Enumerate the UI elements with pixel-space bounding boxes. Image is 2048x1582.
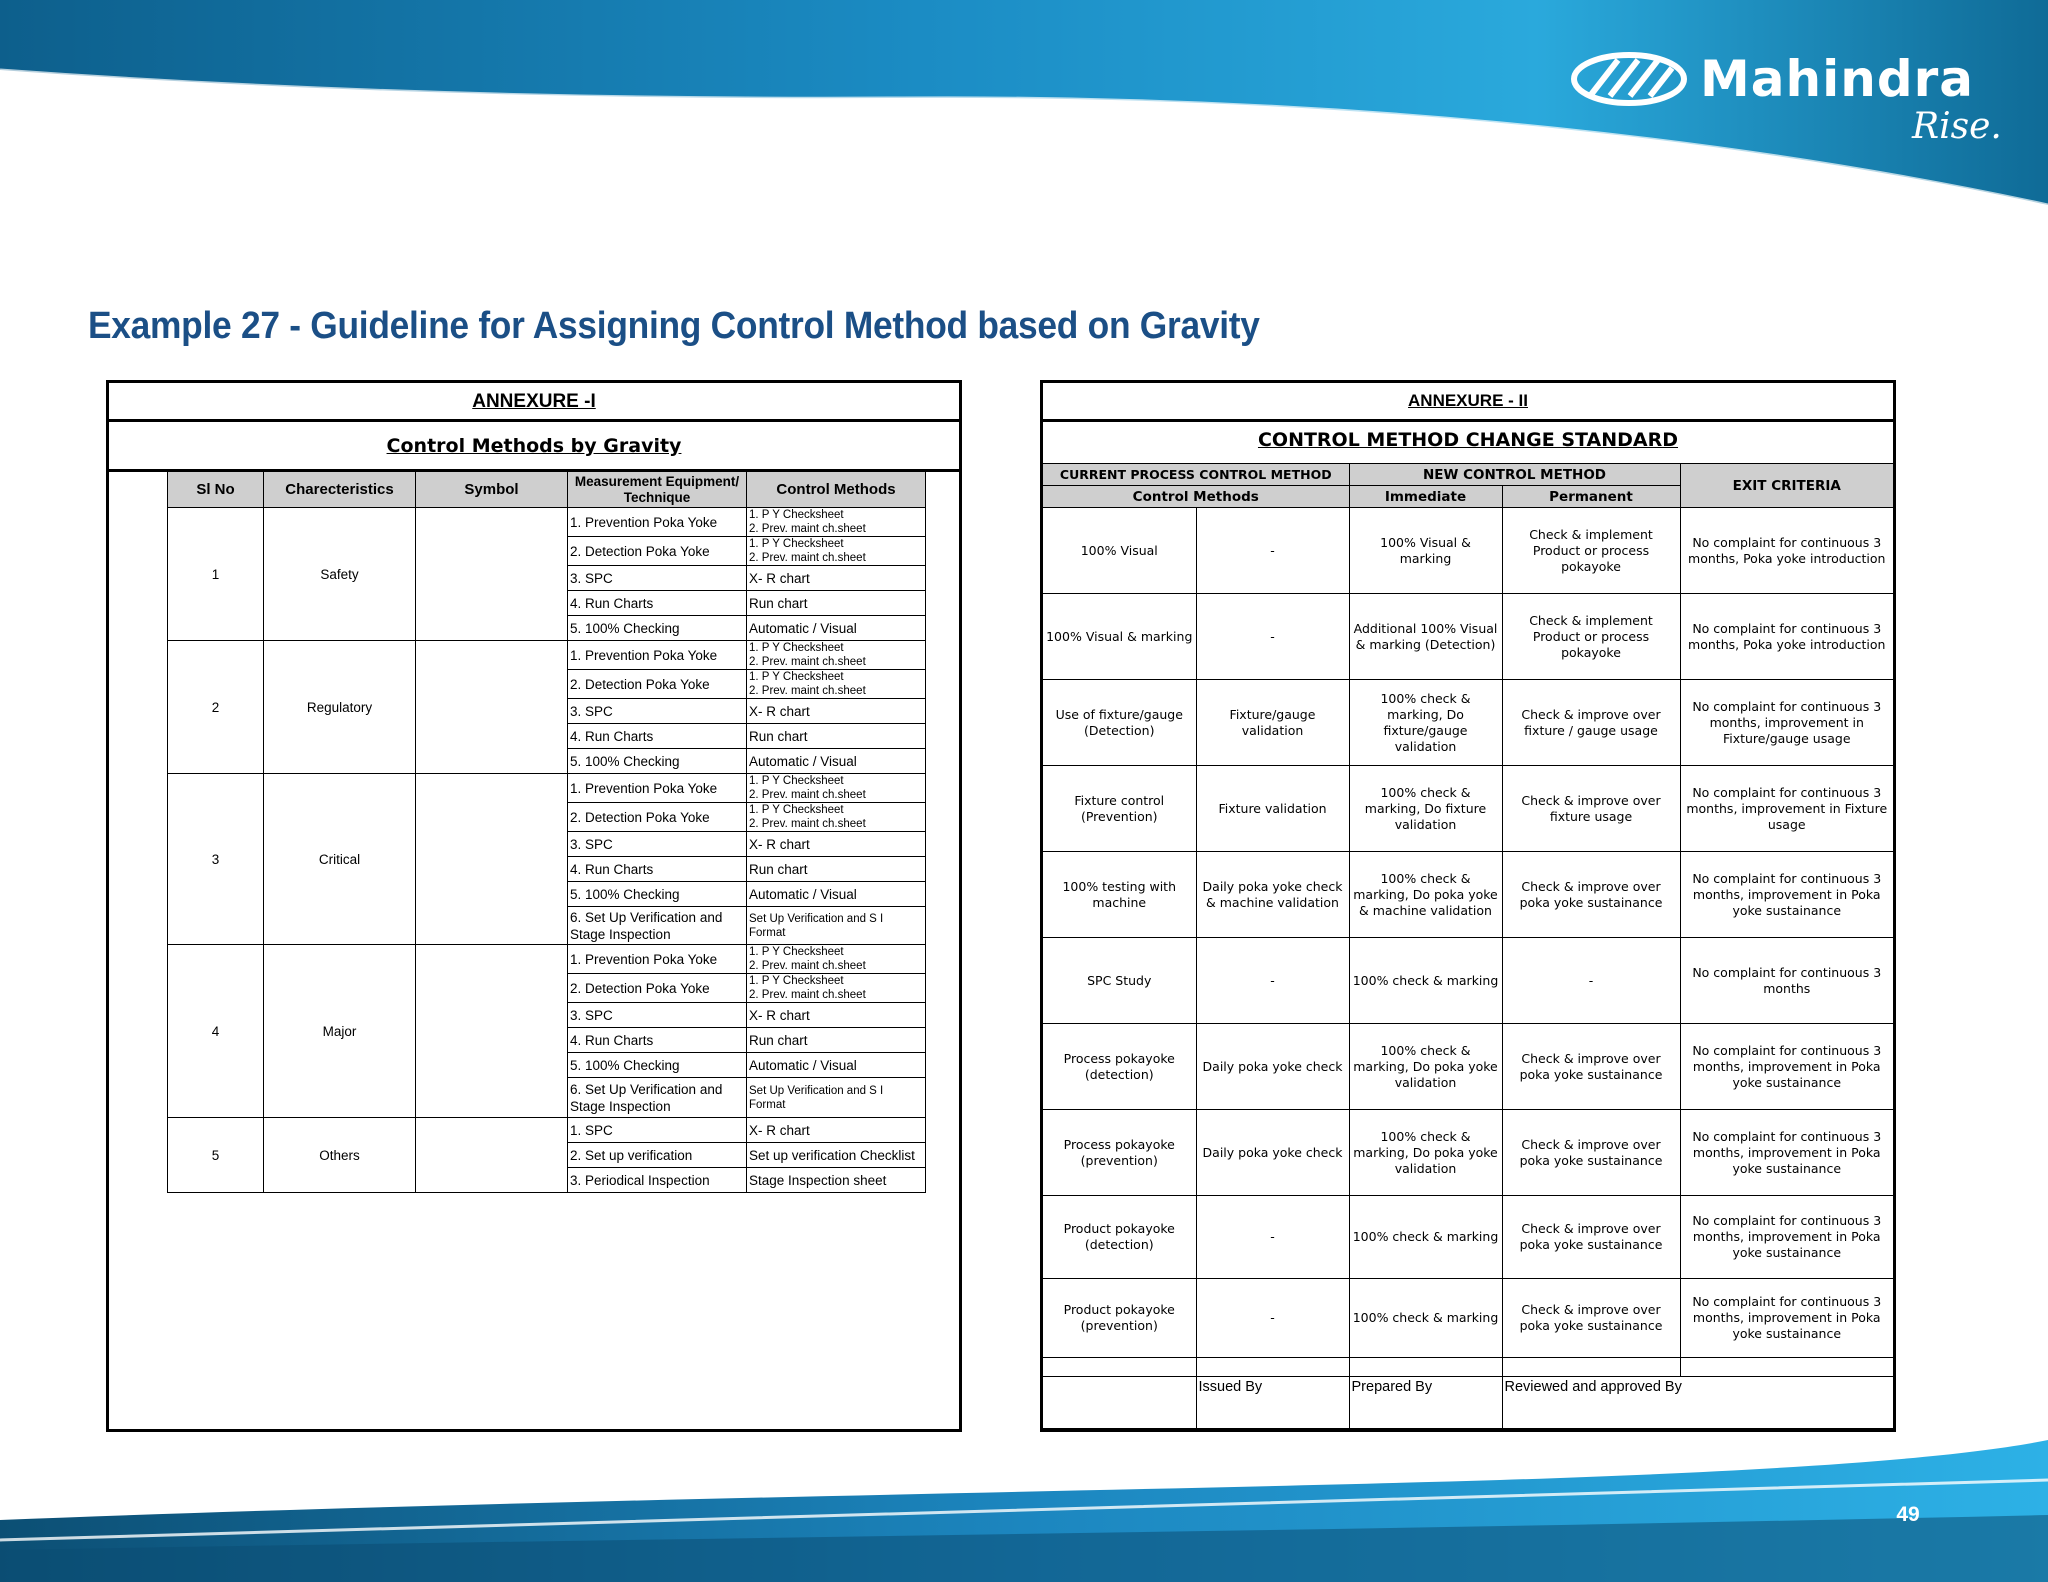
current-method-cell: Process pokayoke (prevention) — [1043, 1110, 1196, 1196]
annexure-1-title: ANNEXURE -I — [472, 391, 596, 412]
mahindra-logo — [1568, 46, 2008, 156]
symbol-cell — [416, 774, 568, 945]
technique-cell — [568, 749, 747, 774]
exit-criteria-cell: No complaint for continuous 3 months, improvement in Fixture usage — [1680, 766, 1893, 852]
control-method-cell — [747, 616, 926, 641]
control-method-cell — [747, 945, 926, 974]
annexure-1-subtitle: Control Methods by Gravity — [386, 435, 682, 457]
exit-criteria-cell: No complaint for continuous 3 months, improvement in Poka yoke sustainance — [1680, 1279, 1893, 1358]
permanent-cell: - — [1502, 938, 1680, 1024]
control-method-cell: - — [1196, 594, 1349, 680]
cell-line: Set up verification Checklist — [749, 1147, 915, 1163]
permanent-cell: Check & improve over poka yoke sustainance — [1502, 1196, 1680, 1279]
header-permanent: Permanent — [1502, 486, 1680, 508]
exit-criteria-cell: No complaint for continuous 3 months, improvement in Poka yoke sustainance — [1680, 1024, 1893, 1110]
header-new-control: NEW CONTROL METHOD — [1349, 464, 1680, 486]
table-row — [1043, 1110, 1893, 1196]
cell-line: Format — [749, 1098, 786, 1111]
cell-line: 3. SPC — [570, 1007, 613, 1023]
cell-line: 2. Prev. maint ch.sheet — [749, 656, 866, 668]
control-method-cell — [747, 1053, 926, 1078]
cell-line: Automatic / Visual — [749, 753, 857, 769]
cell-line: Automatic / Visual — [749, 886, 857, 902]
control-method-cell — [747, 1118, 926, 1143]
cell-line: Run chart — [749, 595, 808, 611]
technique-cell — [568, 832, 747, 857]
characteristic-cell: Critical — [264, 774, 416, 945]
cell-line: Stage Inspection — [570, 926, 671, 942]
cell-line: 3. Periodical Inspection — [570, 1172, 710, 1188]
cell-line: 2. Detection Poka Yoke — [570, 543, 710, 559]
cell-line: 5. 100% Checking — [570, 1057, 680, 1073]
cell-line: 1. P Y Checksheet — [749, 509, 844, 521]
table-row — [1043, 1196, 1893, 1279]
table-row — [168, 774, 926, 803]
cell-line: 2. Prev. maint ch.sheet — [749, 552, 866, 564]
cell-line: 2. Prev. maint ch.sheet — [749, 818, 866, 830]
control-method-cell — [747, 1078, 926, 1118]
technique-cell — [568, 1053, 747, 1078]
cell-line: 1. P Y Checksheet — [749, 946, 844, 958]
header-control-methods: Control Methods — [1043, 486, 1349, 508]
annexure-1-divider — [109, 419, 959, 422]
technique-cell — [568, 907, 747, 945]
control-method-cell — [747, 566, 926, 591]
technique-cell — [568, 1078, 747, 1118]
control-method-cell: Daily poka yoke check — [1196, 1110, 1349, 1196]
immediate-cell: 100% check & marking, Do fixture validation — [1349, 766, 1502, 852]
technique-cell — [568, 945, 747, 974]
exit-criteria-cell: No complaint for continuous 3 months, improvement in Poka yoke sustainance — [1680, 1110, 1893, 1196]
current-method-cell: Product pokayoke (detection) — [1043, 1196, 1196, 1279]
immediate-cell: 100% check & marking, Do poka yoke & machine validation — [1349, 852, 1502, 938]
symbol-cell — [416, 641, 568, 774]
control-method-cell: Daily poka yoke check & machine validation — [1196, 852, 1349, 938]
header-current-process: CURRENT PROCESS CONTROL METHOD — [1043, 464, 1349, 486]
prepared-by-cell: Prepared By — [1349, 1377, 1502, 1429]
table-row — [1043, 938, 1893, 1024]
cell-line: 5. 100% Checking — [570, 886, 680, 902]
permanent-cell: Check & improve over poka yoke sustainance — [1502, 1279, 1680, 1358]
control-method-cell: - — [1196, 508, 1349, 594]
control-method-cell — [747, 974, 926, 1003]
cell-line: Run chart — [749, 861, 808, 877]
table-row — [1043, 594, 1893, 680]
cell-line: X- R chart — [749, 570, 810, 586]
header-immediate: Immediate — [1349, 486, 1502, 508]
cell-line: Stage Inspection — [570, 1098, 671, 1114]
cell-line: 3. SPC — [570, 703, 613, 719]
sl-no-cell: 5 — [168, 1118, 264, 1193]
permanent-cell: Check & implement Product or process pokayoke — [1502, 508, 1680, 594]
cell-line: 5. 100% Checking — [570, 753, 680, 769]
header-control-methods: Control Methods — [747, 472, 926, 508]
control-method-cell — [747, 882, 926, 907]
table-row — [168, 641, 926, 670]
control-method-cell — [747, 832, 926, 857]
permanent-cell: Check & implement Product or process pokayoke — [1502, 594, 1680, 680]
cell-line: 4. Run Charts — [570, 861, 654, 877]
technique-cell — [568, 1003, 747, 1028]
table-row — [1043, 852, 1893, 938]
control-method-cell: - — [1196, 938, 1349, 1024]
control-method-cell: Fixture/gauge validation — [1196, 680, 1349, 766]
control-method-change-table — [1043, 463, 1893, 1429]
cell-line: 1. P Y Checksheet — [749, 671, 844, 683]
page-title: Example 27 - Guideline for Assigning Control Method based on Gravity — [88, 305, 1260, 347]
brand-name: Mahindra — [1700, 50, 1975, 108]
control-method-cell: Daily poka yoke check — [1196, 1024, 1349, 1110]
control-method-cell — [747, 774, 926, 803]
control-method-cell — [747, 1168, 926, 1193]
table-row — [168, 1118, 926, 1143]
annexure-1 — [106, 380, 962, 1432]
cell-line: 2. Prev. maint ch.sheet — [749, 789, 866, 801]
cell-line: 2. Detection Poka Yoke — [570, 809, 710, 825]
control-method-cell: - — [1196, 1196, 1349, 1279]
cell-line: Format — [749, 926, 786, 939]
annexure-2-subtitle: CONTROL METHOD CHANGE STANDARD — [1257, 429, 1679, 451]
technique-cell — [568, 537, 747, 566]
header-characteristics: Charecteristics — [264, 472, 416, 508]
cell-line: 1. P Y Checksheet — [749, 975, 844, 987]
cell-line: 1. P Y Checksheet — [749, 804, 844, 816]
control-method-cell — [747, 1028, 926, 1053]
spacer-cell — [1680, 1358, 1893, 1377]
control-method-cell — [747, 803, 926, 832]
symbol-cell — [416, 508, 568, 641]
immediate-cell: 100% Visual & marking — [1349, 508, 1502, 594]
table-row — [1043, 1024, 1893, 1110]
control-method-cell — [747, 724, 926, 749]
cell-line: 1. SPC — [570, 1122, 613, 1138]
technique-cell — [568, 1118, 747, 1143]
sl-no-cell: 4 — [168, 945, 264, 1118]
technique-cell — [568, 1143, 747, 1168]
annexure-2 — [1040, 380, 1896, 1432]
cell-line: 2. Prev. maint ch.sheet — [749, 523, 866, 535]
table-row — [168, 508, 926, 537]
technique-cell — [568, 857, 747, 882]
current-method-cell: Process pokayoke (detection) — [1043, 1024, 1196, 1110]
exit-criteria-cell: No complaint for continuous 3 months, improvement in Poka yoke sustainance — [1680, 852, 1893, 938]
control-method-cell — [747, 641, 926, 670]
control-method-cell — [747, 537, 926, 566]
technique-cell — [568, 566, 747, 591]
cell-line: X- R chart — [749, 1007, 810, 1023]
exit-criteria-cell: No complaint for continuous 3 months, improvement in Poka yoke sustainance — [1680, 1196, 1893, 1279]
cell-line: 2. Prev. maint ch.sheet — [749, 989, 866, 1001]
control-methods-table — [167, 471, 926, 1193]
immediate-cell: 100% check & marking, Do poka yoke validation — [1349, 1110, 1502, 1196]
permanent-cell: Check & improve over poka yoke sustainance — [1502, 1024, 1680, 1110]
exit-criteria-cell: No complaint for continuous 3 months, Poka yoke introduction — [1680, 594, 1893, 680]
cell-line: 6. Set Up Verification and — [570, 1081, 723, 1097]
annexure-2-divider — [1043, 419, 1893, 422]
cell-line: 1. Prevention Poka Yoke — [570, 780, 718, 796]
cell-line: 3. SPC — [570, 836, 613, 852]
immediate-cell: 100% check & marking — [1349, 1279, 1502, 1358]
cell-line: 2. Detection Poka Yoke — [570, 980, 710, 996]
signature-row — [1043, 1377, 1893, 1429]
technique-cell — [568, 616, 747, 641]
immediate-cell: 100% check & marking, Do fixture/gauge validation — [1349, 680, 1502, 766]
permanent-cell: Check & improve over fixture / gauge usage — [1502, 680, 1680, 766]
current-method-cell: 100% Visual & marking — [1043, 594, 1196, 680]
issued-by-cell: Issued By — [1196, 1377, 1349, 1429]
sl-no-cell: 2 — [168, 641, 264, 774]
current-method-cell: Product pokayoke (prevention) — [1043, 1279, 1196, 1358]
immediate-cell: 100% check & marking — [1349, 1196, 1502, 1279]
header-exit-criteria: EXIT CRITERIA — [1680, 464, 1893, 508]
cell-line: Run chart — [749, 1032, 808, 1048]
immediate-cell: Additional 100% Visual & marking (Detection) — [1349, 594, 1502, 680]
technique-cell — [568, 882, 747, 907]
current-method-cell: 100% Visual — [1043, 508, 1196, 594]
permanent-cell: Check & improve over fixture usage — [1502, 766, 1680, 852]
permanent-cell: Check & improve over poka yoke sustainance — [1502, 852, 1680, 938]
current-method-cell: 100% testing with machine — [1043, 852, 1196, 938]
reviewed-by-cell: Reviewed and approved By — [1502, 1377, 1893, 1429]
control-method-cell — [747, 907, 926, 945]
characteristic-cell: Major — [264, 945, 416, 1118]
spacer-row — [1043, 1358, 1893, 1377]
control-method-cell — [747, 857, 926, 882]
control-method-cell — [747, 749, 926, 774]
cell-line: X- R chart — [749, 1122, 810, 1138]
control-method-cell — [747, 508, 926, 537]
technique-cell — [568, 774, 747, 803]
cell-line: 4. Run Charts — [570, 595, 654, 611]
cell-line: 1. P Y Checksheet — [749, 538, 844, 550]
technique-cell — [568, 670, 747, 699]
page-number: 49 — [1896, 1503, 1920, 1526]
cell-line: 2. Set up verification — [570, 1147, 693, 1163]
symbol-cell — [416, 945, 568, 1118]
cell-line: Automatic / Visual — [749, 620, 857, 636]
characteristic-cell: Safety — [264, 508, 416, 641]
table-row — [1043, 508, 1893, 594]
cell-line: Stage Inspection sheet — [749, 1172, 887, 1188]
current-method-cell: Use of fixture/gauge (Detection) — [1043, 680, 1196, 766]
cell-line: 4. Run Charts — [570, 728, 654, 744]
cell-line: 1. P Y Checksheet — [749, 775, 844, 787]
symbol-cell — [416, 1118, 568, 1193]
control-method-cell: - — [1196, 1279, 1349, 1358]
cell-line: X- R chart — [749, 703, 810, 719]
table-row — [168, 945, 926, 974]
characteristic-cell: Others — [264, 1118, 416, 1193]
cell-line: 4. Run Charts — [570, 1032, 654, 1048]
control-method-cell — [747, 591, 926, 616]
technique-cell — [568, 641, 747, 670]
spacer-cell — [1349, 1358, 1502, 1377]
cell-line: 2. Prev. maint ch.sheet — [749, 960, 866, 972]
exit-criteria-cell: No complaint for continuous 3 months, Poka yoke introduction — [1680, 508, 1893, 594]
permanent-cell: Check & improve over poka yoke sustainance — [1502, 1110, 1680, 1196]
cell-line: Set Up Verification and S I — [749, 1084, 884, 1097]
immediate-cell: 100% check & marking, Do poka yoke validation — [1349, 1024, 1502, 1110]
technique-cell — [568, 508, 747, 537]
table-row — [1043, 766, 1893, 852]
cell-line: 1. Prevention Poka Yoke — [570, 514, 718, 530]
sl-no-cell: 3 — [168, 774, 264, 945]
technique-cell — [568, 974, 747, 1003]
current-method-cell: SPC Study — [1043, 938, 1196, 1024]
cell-line: 6. Set Up Verification and — [570, 909, 723, 925]
exit-criteria-cell: No complaint for continuous 3 months, improvement in Fixture/gauge usage — [1680, 680, 1893, 766]
control-method-cell — [747, 1003, 926, 1028]
brand-tagline: Rise. — [1912, 106, 2002, 147]
technique-cell — [568, 1168, 747, 1193]
mahindra-logo-icon — [1570, 50, 1688, 108]
sl-no-cell: 1 — [168, 508, 264, 641]
cell-line: Run chart — [749, 728, 808, 744]
cell-line: 3. SPC — [570, 570, 613, 586]
control-method-cell — [747, 1143, 926, 1168]
current-method-cell: Fixture control (Prevention) — [1043, 766, 1196, 852]
technique-cell — [568, 724, 747, 749]
cell-line: 2. Prev. maint ch.sheet — [749, 685, 866, 697]
cell-line: 2. Detection Poka Yoke — [570, 676, 710, 692]
cell-line: 5. 100% Checking — [570, 620, 680, 636]
cell-line: 1. P Y Checksheet — [749, 642, 844, 654]
technique-cell — [568, 803, 747, 832]
spacer-cell — [1196, 1358, 1349, 1377]
table-row — [1043, 680, 1893, 766]
cell-line: Set Up Verification and S I — [749, 912, 884, 925]
control-method-cell: Fixture validation — [1196, 766, 1349, 852]
exit-criteria-cell: No complaint for continuous 3 months — [1680, 938, 1893, 1024]
technique-cell — [568, 591, 747, 616]
cell-line: 1. Prevention Poka Yoke — [570, 951, 718, 967]
header-sl-no: Sl No — [168, 472, 264, 508]
control-method-cell — [747, 670, 926, 699]
header-symbol: Symbol — [416, 472, 568, 508]
technique-cell — [568, 1028, 747, 1053]
annexure-2-title: ANNEXURE - II — [1408, 391, 1528, 410]
characteristic-cell: Regulatory — [264, 641, 416, 774]
technique-cell — [568, 699, 747, 724]
table-row — [1043, 1279, 1893, 1358]
control-method-cell — [747, 699, 926, 724]
spacer-cell — [1502, 1358, 1680, 1377]
signature-blank — [1043, 1377, 1196, 1429]
immediate-cell: 100% check & marking — [1349, 938, 1502, 1024]
cell-line: Automatic / Visual — [749, 1057, 857, 1073]
header-measurement-technique: Measurement Equipment/ Technique — [568, 472, 747, 508]
spacer-cell — [1043, 1358, 1196, 1377]
cell-line: 1. Prevention Poka Yoke — [570, 647, 718, 663]
cell-line: X- R chart — [749, 836, 810, 852]
